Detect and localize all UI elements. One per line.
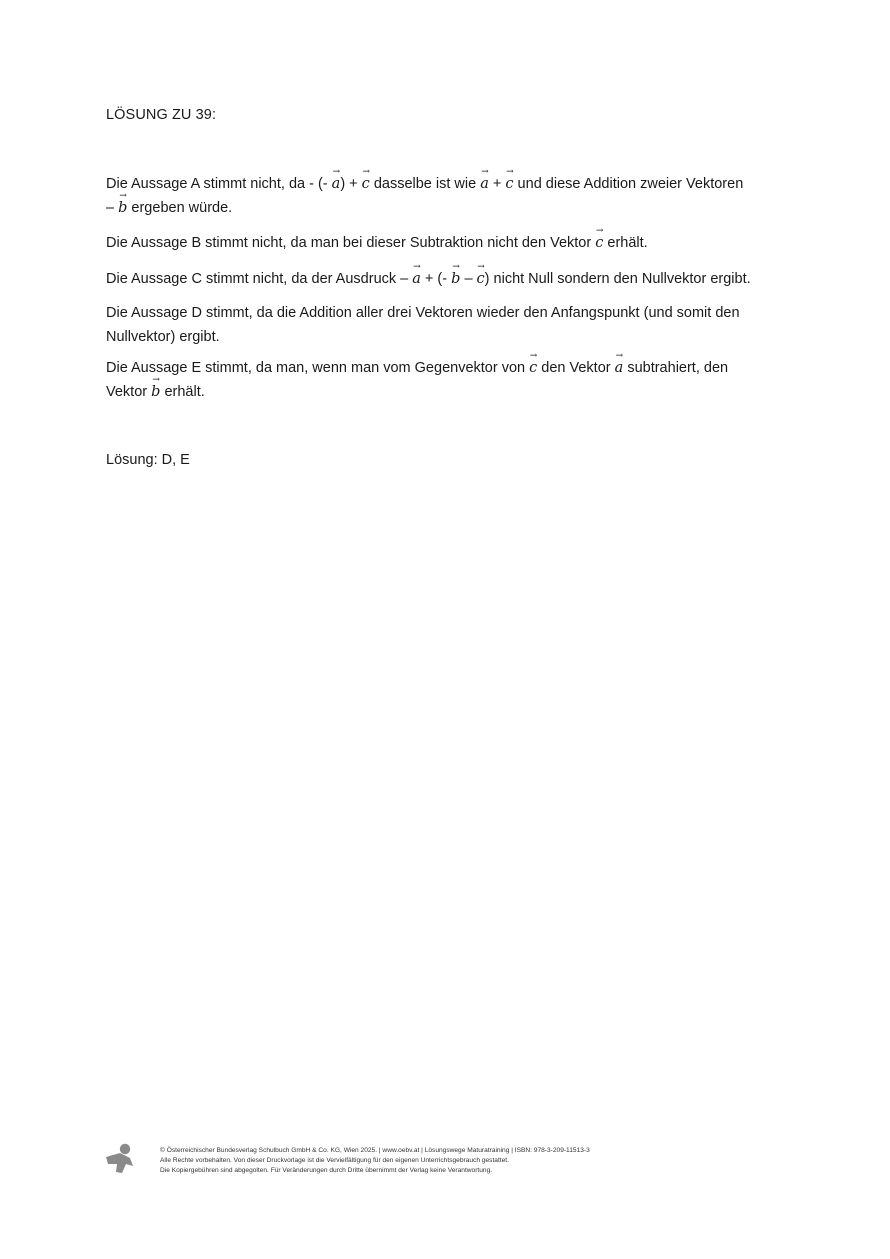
vector-a: → a [412, 269, 421, 287]
footer-line: Die Kopiergebühren sind abgegolten. Für Veränderungen durch Dritte übernimmt der Verlag keine Verantwortung. [160, 1167, 493, 1174]
vector-b: → b [451, 269, 460, 287]
text: + (- [420, 271, 452, 287]
statement-b-explanation [106, 231, 786, 255]
footer-line: © Österreichischer Bundesverlag Schulbuch GmbH & Co. KG, Wien 2025. | www.oebv.at | Lösungswege Maturatraining | ISBN: 978-3-209-11513-3 [160, 1147, 590, 1154]
vector-a: → a [480, 174, 489, 192]
statement-a-explanation [106, 172, 786, 220]
vector-c: → c [362, 174, 370, 192]
vector-a: → a [332, 174, 341, 192]
text: Die Aussage C stimmt nicht, da der Ausdruck – [106, 271, 413, 287]
vector-c: → c [595, 233, 603, 251]
text: ergeben würde. [127, 200, 233, 216]
vector-c: → c [529, 358, 537, 376]
text: – [106, 200, 119, 216]
text: ) + [340, 176, 362, 192]
footer-copyright [160, 1146, 590, 1176]
solution-heading: LÖSUNG ZU 39: [106, 107, 217, 123]
vector-a: → a [615, 358, 624, 376]
oebv-logo-icon [104, 1143, 136, 1175]
footer-line: Alle Rechte vorbehalten. Von dieser Druckvorlage ist die Vervielfältigung für den eigenen Unterrichtsgebrauch gestattet. [160, 1157, 509, 1164]
text: – [460, 271, 477, 287]
text: Die Aussage E stimmt, da man, wenn man vom Gegenvektor von [106, 360, 530, 376]
statement-d-explanation: Die Aussage D stimmt, da die Addition aller drei Vektoren wieder den Anfangspunkt (und somit den Nullvektor) ergibt. [106, 305, 740, 345]
vector-b: → b [118, 198, 127, 216]
text: Vektor [106, 384, 152, 400]
statement-e-explanation [106, 356, 786, 404]
vector-c: → c [477, 269, 485, 287]
text: Die Aussage B stimmt nicht, da man bei dieser Subtraktion nicht den Vektor [106, 235, 596, 251]
text: subtrahiert, den [623, 360, 729, 376]
text: den Vektor [537, 360, 615, 376]
text: und diese Addition zweier Vektoren [513, 176, 744, 192]
solution-answer: Lösung: D, E [106, 452, 190, 468]
text: erhält. [603, 235, 648, 251]
text: + [488, 176, 506, 192]
text: ) nicht Null sondern den Nullvektor ergibt. [484, 271, 751, 287]
vector-c: → c [505, 174, 513, 192]
text: dasselbe ist wie [369, 176, 481, 192]
text: Die Aussage A stimmt nicht, da - (- [106, 176, 332, 192]
vector-b: → b [151, 382, 160, 400]
text: erhält. [160, 384, 205, 400]
statement-c-explanation [106, 267, 806, 291]
